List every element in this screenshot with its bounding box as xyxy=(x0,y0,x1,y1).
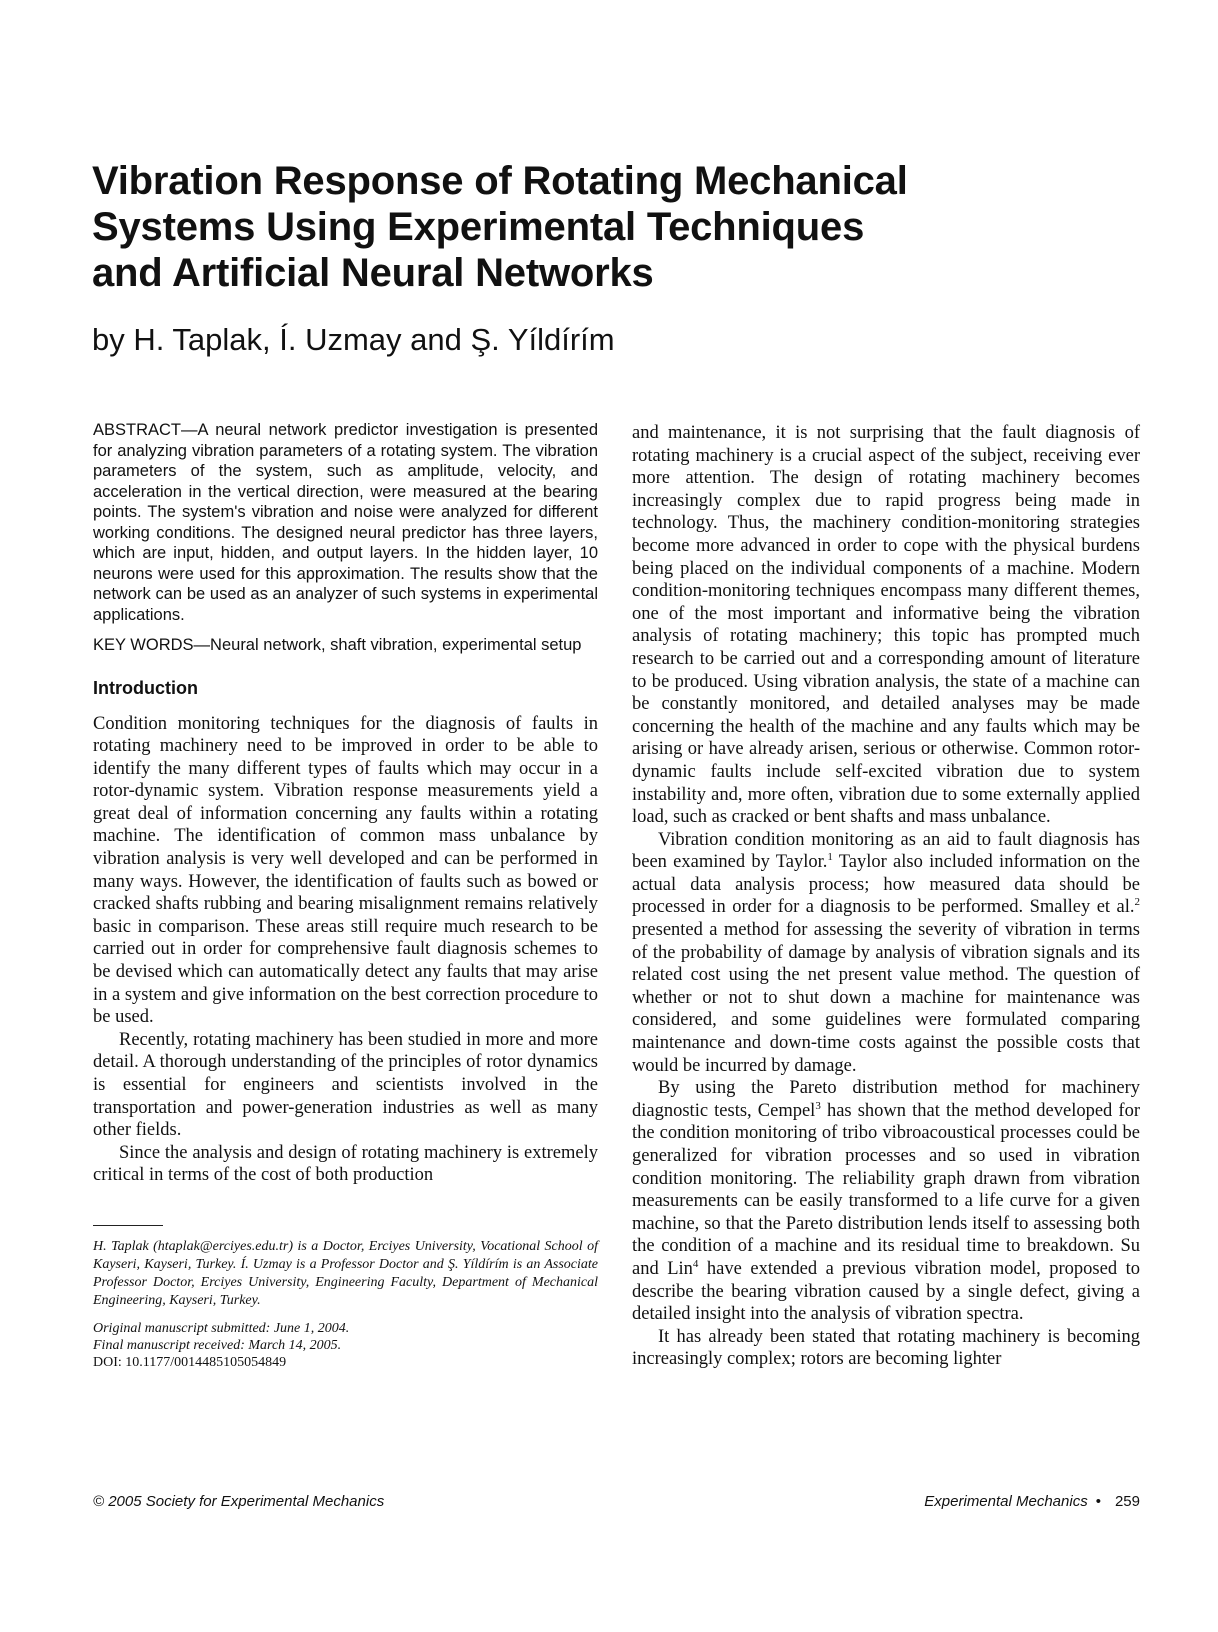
paragraph xyxy=(632,829,1140,1078)
paragraph: Since the analysis and design of rotating machinery is extremely critical in terms of the cost of both production xyxy=(93,1142,598,1186)
title-line: Vibration Response of Rotating Mechanical xyxy=(92,159,908,203)
text-run: presented a method for assessing the severity of vibration in terms of the probability of damage by analysis of vibration signals and its related cost using the net present value method. The question of whether or not to shut down a machine for maintenance was considered, and some guidelines were formulated comparing maintenance and down-time costs against the possible costs that would be incurred by damage. xyxy=(632,920,1140,1076)
reference-superscript: 4 xyxy=(692,1257,699,1270)
title-line: Systems Using Experimental Techniques xyxy=(92,205,865,249)
manuscript-submitted xyxy=(93,1320,598,1337)
paragraph: and maintenance, it is not surprising that the fault diagnosis of rotating machinery is a crucial aspect of the subject, receiving ever more attention. The design of rotating machinery becomes increasingly complex due to rapid progress being made in technology. Thus, the machinery condition-monitoring strategies become more advanced in order to cope with the physical burdens being placed on the individual components of a machine. Modern condition-monitoring techniques encompass many different themes, one of the most important and informative being the vibration analysis of rotating machinery; this topic has prompted much research to be carried out and a corresponding amount of literature to be produced. Using vibration analysis, the state of a machine can be constantly monitored, and detailed analyses may be made concerning the health of the machine and any faults which may be arising or have already arisen, serious or otherwise. Common rotor-dynamic faults include self-excited vibration due to system instability and, more often, vibration due to some externally applied load, such as cracked or bent shafts and mass unbalance. xyxy=(632,423,1140,828)
journal-name: Experimental Mechanics xyxy=(924,1493,1088,1510)
title-line: and Artificial Neural Networks xyxy=(92,251,654,295)
received-text: Final manuscript received: March 14, 2005. xyxy=(93,1337,342,1353)
left-column xyxy=(93,420,598,1371)
right-column xyxy=(632,422,1140,1371)
footnote-divider xyxy=(93,1225,163,1226)
text-run: have extended a previous vibration model, proposed to describe the bearing vibration caused by a single defect, giving a detailed insight into the analysis of vibration spectra. xyxy=(632,1258,1140,1325)
text-run: By using the Pareto distribution method for machinery diagnostic tests, Cempel xyxy=(632,1078,1140,1121)
text-run: Taylor also included information on the actual data analysis process; how measured data should be processed in order for a diagnosis to be performed. Smalley et al. xyxy=(632,852,1140,918)
right-body-text xyxy=(632,422,1140,1371)
paragraph: It has already been stated that rotating machinery is becoming increasingly complex; rotors are becoming lighter xyxy=(632,1326,1140,1370)
paragraph: Condition monitoring techniques for the diagnosis of faults in rotating machinery need to be improved in order to be able to identify the many different types of faults which may occur in a rotor-dynamic system. Vibration response measurements yield a great deal of information concerning any faults within a rotating machine. The identification of common mass unbalance by vibration analysis is very well developed and can be performed in many ways. However, the identification of faults such as bowed or cracked shafts rubbing and bearing misalignment remains relatively basic in comparison. These areas still require much research to be carried out in order for comprehensive fault diagnosis schemes to be devised which can automatically detect any faults that may arise in a system and give information on the best correction procedure to be used. xyxy=(93,713,599,1028)
text-run: Vibration condition monitoring as an aid to fault diagnosis has been examined by Taylor. xyxy=(632,829,1140,873)
author-byline: by H. Taplak, Í. Uzmay and Ş. Yíldírím xyxy=(92,322,615,357)
reference-superscript: 1 xyxy=(827,851,833,864)
paper-title xyxy=(92,158,922,296)
bullet-separator: • xyxy=(1095,1493,1101,1510)
keywords: KEY WORDS—Neural network, shaft vibration, experimental setup xyxy=(93,636,582,654)
reference-superscript: 2 xyxy=(1134,896,1140,909)
paragraph xyxy=(632,1077,1140,1326)
author-affiliation-footnote: H. Taplak (htaplak@erciyes.edu.tr) is a Doctor, Erciyes University, Vocational School of Kayseri, Kayseri, Turkey. Í. Uzmay is a Professor Doctor and Ş. Yíldírím is an Associate Professor Doctor, Erciyes University, Engineering Faculty, Department of Mechanical Engineering, Kayseri, Turkey. xyxy=(93,1238,598,1308)
page-number: 259 xyxy=(1114,1493,1140,1510)
section-heading-introduction: Introduction xyxy=(93,677,198,698)
doi: DOI: 10.1177/0014485105054849 xyxy=(93,1354,287,1370)
copyright-notice: © 2005 Society for Experimental Mechanics xyxy=(93,1493,385,1510)
paragraph: Recently, rotating machinery has been studied in more and more detail. A thorough understanding of the principles of rotor dynamics is essential for engineers and scientists involved in the transportation and power-generation industries as well as many other fields. xyxy=(93,1029,598,1141)
abstract: ABSTRACT—A neural network predictor investigation is presented for analyzing vibration parameters of a rotating system. The vibration parameters of the system, such as amplitude, velocity, and acceleration in the vertical direction, were measured at the bearing points. The system's vibration and noise were analyzed for different working conditions. The designed neural predictor has three layers, which are input, hidden, and output layers. In the hidden layer, 10 neurons were used for this approximation. The results show that the network can be used as an analyzer of such systems in experimental applications. xyxy=(93,421,598,624)
reference-superscript: 3 xyxy=(815,1099,821,1112)
submitted-text: Original manuscript submitted: June 1, 2004. xyxy=(93,1320,350,1336)
manuscript-received xyxy=(93,1337,598,1354)
left-body-text xyxy=(93,713,598,1187)
text-run: has shown that the method developed for the condition monitoring of tribo vibroacoustical processes could be generalized for vibration processes and so used in vibration condition monitoring. The reliability graph drawn from vibration measurements can be easily transformed to a life curve for a given machine, so that the Pareto distribution lends itself to assessing both the condition of a machine and its residual time to breakdown. Su and Lin xyxy=(632,1100,1140,1279)
journal-page-info xyxy=(924,1493,1140,1510)
